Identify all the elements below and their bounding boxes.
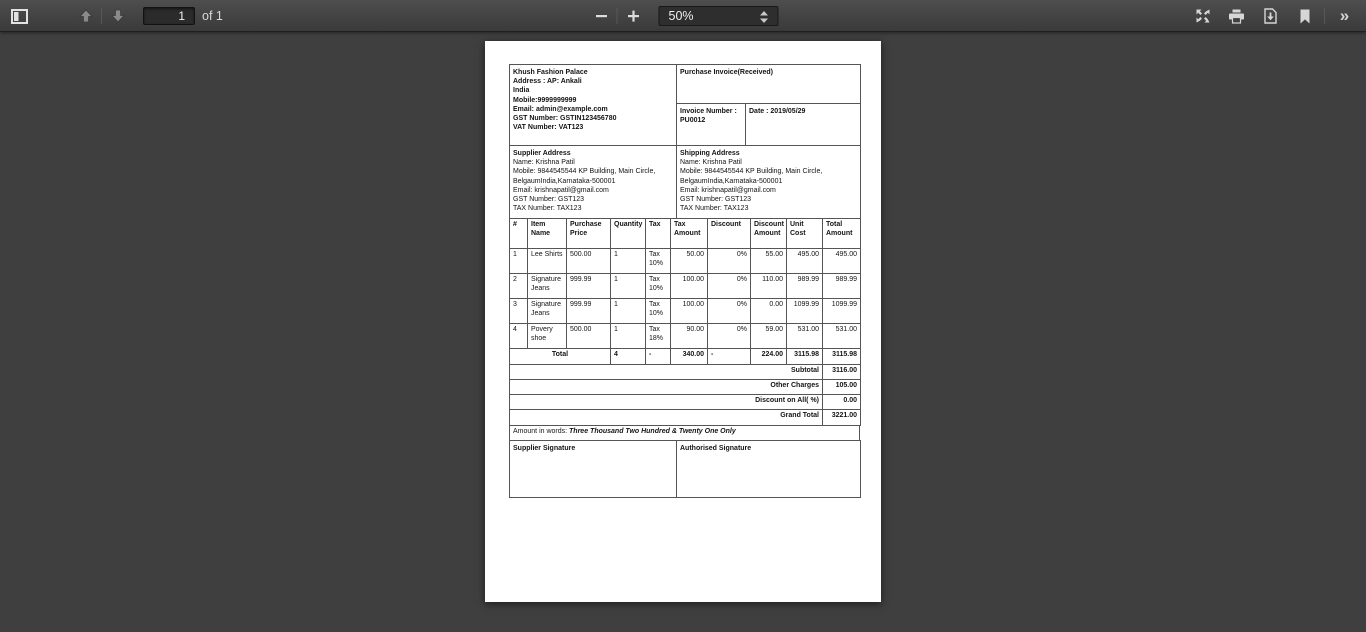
cell-tax: Tax 18% [646,324,671,349]
company-info-cell [510,65,677,146]
invoice-header-table [509,64,861,146]
toggle-sidebar-button[interactable] [6,3,33,29]
supplier-signature-cell: Supplier Signature [510,441,677,498]
chevrons-right-icon: » [1339,6,1350,25]
next-page-button[interactable] [104,3,131,29]
total-tax: - [646,349,671,365]
col-header: Total Amount [823,219,861,249]
company-vat: VAT Number: VAT123 [513,124,584,132]
addresses-table [509,145,861,219]
col-header: # [510,219,528,249]
col-header: Tax Amount [671,219,708,249]
print-button[interactable] [1223,3,1250,29]
shipping-name: Name: Krishna Patil [680,159,742,167]
supplier-address-cell [510,146,677,219]
shipping-tax: TAX Number: TAX123 [680,205,749,213]
cell-item-name: Povery shoe [528,324,567,349]
company-mobile: Mobile:9999999999 [513,96,577,104]
cell-discount-amount: 0.00 [751,299,787,324]
cell-item-name: Signature Jeans [528,299,567,324]
signatures-table [509,440,861,498]
invoice-number-label: Invoice Number : [680,108,737,115]
items-header-row [510,219,861,249]
cell-tax-amount: 100.00 [671,274,708,299]
cell-item-name: Lee Shirts [528,249,567,274]
toolbar-separator [101,8,102,24]
col-header: Item Name [528,219,567,249]
cell-discount: 0% [708,299,751,324]
invoice-title: Purchase Invoice(Received) [677,65,861,104]
cell-discount: 0% [708,249,751,274]
invoice-number-value: PU0012 [680,117,706,125]
items-total-row [510,349,861,365]
pdf-viewer-toolbar [0,0,1366,32]
summary-label: Subtotal [510,365,823,380]
zoom-in-button[interactable] [620,3,647,29]
total-total-amount: 3115.98 [823,349,861,365]
amount-in-words-cell [510,426,860,441]
cell-unit-cost: 531.00 [787,324,823,349]
table-row [510,249,861,274]
shipping-address-title: Shipping Address [680,150,740,157]
total-discount: - [708,349,751,365]
supplier-address-title: Supplier Address [513,150,571,157]
company-gst: GST Number: GSTIN123456780 [513,115,617,123]
download-button[interactable] [1257,3,1284,29]
current-view-button[interactable] [1291,3,1318,29]
summary-value: 3116.00 [823,365,861,380]
amount-in-words-table [509,425,860,441]
supplier-name: Name: Krishna Patil [513,159,575,167]
cell-discount-amount: 55.00 [751,249,787,274]
shipping-address-cell [677,146,861,219]
toolbar-right-group [1189,0,1358,32]
company-address: Address : AP: Ankali [513,78,582,86]
cell-tax-amount: 100.00 [671,299,708,324]
summary-table [509,364,861,426]
amount-in-words-value: Three Thousand Two Hundred & Twenty One Only [569,428,736,435]
amount-in-words-label: Amount in words: [513,428,570,435]
cell-tax: Tax 10% [646,249,671,274]
summary-row [510,365,861,380]
invoice-number-cell [677,104,746,146]
cell-total-amount: 1099.99 [823,299,861,324]
cell-quantity: 1 [611,274,646,299]
presentation-mode-button[interactable] [1189,3,1216,29]
plus-icon [626,9,640,23]
cell-unit-cost: 1099.99 [787,299,823,324]
items-table [509,218,861,365]
summary-label: Other Charges [510,380,823,395]
download-icon [1263,8,1278,24]
col-header: Discount [708,219,751,249]
summary-row [510,380,861,395]
cell-total-amount: 989.99 [823,274,861,299]
cell-purchase-price: 999.99 [567,299,611,324]
zoom-level-select[interactable] [659,6,779,26]
cell-tax-amount: 50.00 [671,249,708,274]
arrow-down-icon [110,8,126,24]
fullscreen-expand-icon [1195,8,1211,24]
more-tools-button[interactable] [1331,3,1358,29]
shipping-gst: GST Number: GST123 [680,196,752,204]
sidebar-toggle-icon [11,9,28,24]
shipping-email: Email: krishnapatil@gmail.com [680,186,776,194]
cell-purchase-price: 500.00 [567,324,611,349]
summary-label: Grand Total [510,410,823,426]
summary-row [510,410,861,426]
minus-icon [594,9,608,23]
cell-discount-amount: 59.00 [751,324,787,349]
table-row [510,299,861,324]
toolbar-zoom-group [588,0,779,32]
zoom-level-value: 50% [668,9,694,23]
summary-label: Discount on All( %) [510,395,823,410]
arrow-up-icon [78,8,94,24]
invoice-document [509,64,860,498]
shipping-mobile: Mobile: 9844545544 KP Building, Main Circle, BelgaumIndia,Karnataka-500001 [680,168,823,185]
cell-unit-cost: 495.00 [787,249,823,274]
pdf-viewer-area [0,33,1366,632]
supplier-email: Email: krishnapatil@gmail.com [513,186,609,194]
cell-discount: 0% [708,274,751,299]
company-email: Email: admin@example.com [513,105,608,113]
cell-index: 2 [510,274,528,299]
cell-unit-cost: 989.99 [787,274,823,299]
cell-purchase-price: 500.00 [567,249,611,274]
supplier-mobile: Mobile: 9844545544 KP Building, Main Circle, BelgaumIndia,Karnataka-500001 [513,168,656,185]
cell-item-name: Signature Jeans [528,274,567,299]
company-country: India [513,87,530,95]
summary-row [510,395,861,410]
cell-tax-amount: 90.00 [671,324,708,349]
previous-page-button[interactable] [72,3,99,29]
page-number-input[interactable] [143,7,195,25]
cell-discount-amount: 110.00 [751,274,787,299]
supplier-tax: TAX Number: TAX123 [513,205,582,213]
bookmark-icon [1299,9,1311,24]
cell-index: 1 [510,249,528,274]
cell-purchase-price: 999.99 [567,274,611,299]
cell-quantity: 1 [611,249,646,274]
company-name: Khush Fashion Palace [513,69,588,76]
pdf-page [485,41,881,602]
invoice-date: Date : 2019/05/29 [746,104,861,146]
cell-quantity: 1 [611,299,646,324]
summary-value: 0.00 [823,395,861,410]
col-header: Quantity [611,219,646,249]
cell-tax: Tax 10% [646,299,671,324]
col-header: Unit Cost [787,219,823,249]
total-discount-amount: 224.00 [751,349,787,365]
cell-discount: 0% [708,324,751,349]
supplier-gst: GST Number: GST123 [513,196,585,204]
col-header: Tax [646,219,671,249]
cell-quantity: 1 [611,324,646,349]
total-tax-amount: 340.00 [671,349,708,365]
authorised-signature-cell: Authorised Signature [677,441,861,498]
printer-icon [1228,9,1245,24]
toolbar-separator [1324,8,1325,24]
cell-total-amount: 531.00 [823,324,861,349]
zoom-out-button[interactable] [588,3,615,29]
table-row [510,324,861,349]
cell-index: 3 [510,299,528,324]
toolbar-separator [617,8,618,24]
summary-value: 3221.00 [823,410,861,426]
toolbar-left-group [6,0,223,32]
select-spinner-icon [760,11,769,26]
page-count-label: of 1 [202,9,223,23]
cell-total-amount: 495.00 [823,249,861,274]
total-quantity: 4 [611,349,646,365]
summary-value: 105.00 [823,380,861,395]
table-row [510,274,861,299]
col-header: Discount Amount [751,219,787,249]
total-label: Total [510,349,611,365]
total-unit-cost: 3115.98 [787,349,823,365]
cell-tax: Tax 10% [646,274,671,299]
cell-index: 4 [510,324,528,349]
col-header: Purchase Price [567,219,611,249]
